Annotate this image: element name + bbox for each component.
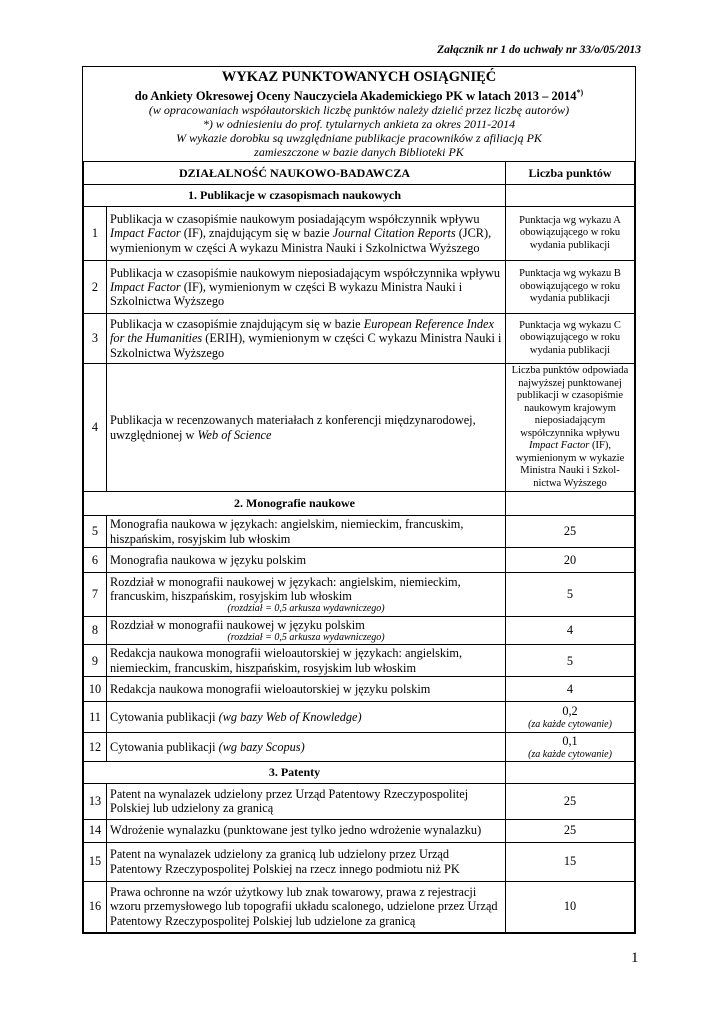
row-number: 4 <box>84 364 107 492</box>
row-description: Prawa ochronne na wzór użytkowy lub znak towarowy, prawa z rejestracji wzoru przemysłowego lub topografii układu scalonego, udzielone przez Urząd Patentowy Rzeczypospolitej Polskiej lub udzielone za granicą <box>107 881 506 932</box>
note-affiliation: W wykazie dorobku są uwzględniane publikacje pracowników z afiliacją PK <box>176 131 542 146</box>
row-description: Monografia naukowa w językach: angielskim, niemieckim, francuskim, hiszpańskim, rosyjskim lub włoskim <box>107 516 506 548</box>
row-description: Publikacja w czasopiśmie znajdującym się w bazie European Reference Index for the Humanities (ERIH), wymienionym w części C wykazu Ministra Nauki i Szkolnictwa Wyższego <box>107 314 506 364</box>
empty-cell <box>506 185 635 207</box>
row-description: Monografia naukowa w języku polskim <box>107 547 506 572</box>
row-points: 25 <box>506 516 635 548</box>
table-row <box>84 733 635 761</box>
table-row <box>84 516 635 548</box>
row-note: (rozdział = 0,5 arkusza wydawniczego) <box>227 603 385 615</box>
table-row <box>84 645 635 677</box>
table-row <box>84 364 635 492</box>
row-number: 11 <box>84 702 107 733</box>
row-description: Rozdział w monografii naukowej w języku polskim (rozdział = 0,5 arkusza wydawniczego) <box>107 616 506 644</box>
row-number: 6 <box>84 547 107 572</box>
form-header <box>83 67 635 161</box>
row-number: 13 <box>84 783 107 819</box>
row-description: Rozdział w monografii naukowej w językach: angielskim, niemieckim, francuskim, hiszpańskim, rosyjskim lub włoskim (rozdział = 0,5 arkusza wydawniczego) <box>107 572 506 616</box>
table-row <box>84 616 635 644</box>
row-number: 7 <box>84 572 107 616</box>
table-row <box>84 881 635 932</box>
row-points: 0,1 (za każde cytowanie) <box>506 733 635 761</box>
row-points: 15 <box>506 842 635 881</box>
row-description: Patent na wynalazek udzielony za granicą lub udzielony przez Urząd Patentowy Rzeczypospolitej Polskiej na rzecz innego podmiotu niż PK <box>107 842 506 881</box>
row-points: 20 <box>506 547 635 572</box>
row-points: 25 <box>506 783 635 819</box>
row-points: 10 <box>506 881 635 932</box>
row-number: 9 <box>84 645 107 677</box>
section-row <box>84 761 635 783</box>
row-number: 10 <box>84 677 107 702</box>
row-number: 3 <box>84 314 107 364</box>
row-number: 5 <box>84 516 107 548</box>
column-header-points: Liczba punktów <box>506 162 635 185</box>
row-number: 12 <box>84 733 107 761</box>
form-subtitle: do Ankiety Okresowej Oceny Nauczyciela Akademickiego PK w latach 2013 – 2014*) <box>134 88 584 104</box>
row-number: 8 <box>84 616 107 644</box>
table-row <box>84 677 635 702</box>
row-points: 5 <box>506 572 635 616</box>
row-description: Wdrożenie wynalazku (punktowane jest tylko jedno wdrożenie wynalazku) <box>107 819 506 842</box>
empty-cell <box>506 761 635 783</box>
row-description: Cytowania publikacji (wg bazy Scopus) <box>107 733 506 761</box>
table-row <box>84 547 635 572</box>
section-row <box>84 492 635 516</box>
section-row <box>84 185 635 207</box>
row-points: Punktacja wg wykazu C obowiązującego w roku wydania publikacji <box>506 314 635 364</box>
table-header-row <box>84 162 635 185</box>
row-points: Punktacja wg wykazu A obowiązującego w roku wydania publikacji <box>506 207 635 261</box>
section-title-monographs: 2. Monografie naukowe <box>84 492 506 516</box>
table-row <box>84 261 635 314</box>
table-row <box>84 783 635 819</box>
row-number: 2 <box>84 261 107 314</box>
table-row <box>84 702 635 733</box>
empty-cell <box>506 492 635 516</box>
table-row <box>84 314 635 364</box>
table-row <box>84 572 635 616</box>
row-points: 0,2 (za każde cytowanie) <box>506 702 635 733</box>
attachment-label: Załącznik nr 1 do uchwały nr 33/o/05/2013 <box>437 44 641 56</box>
row-number: 15 <box>84 842 107 881</box>
note-coauthors: (w opracowaniach współautorskich liczbę punktów należy dzielić przez liczbę autorów) <box>148 103 570 118</box>
row-description: Publikacja w recenzowanych materiałach z konferencji międzynarodowej, uwzględnionej w Web of Science <box>107 364 506 492</box>
section-title-patents: 3. Patenty <box>84 761 506 783</box>
row-points: Punktacja wg wykazu B obowiązującego w roku wydania publikacji <box>506 261 635 314</box>
row-points: 4 <box>506 616 635 644</box>
row-description: Patent na wynalazek udzielony przez Urząd Patentowy Rzeczypospolitej Polskiej lub udzielony za granicą <box>107 783 506 819</box>
column-header-activity: DZIAŁALNOŚĆ NAUKOWO-BADAWCZA <box>84 162 506 185</box>
row-description: Redakcja naukowa monografii wieloautorskiej w języku polskim <box>107 677 506 702</box>
row-description: Publikacja w czasopiśmie naukowym posiadającym współczynnik wpływu Impact Factor (IF), znajdującym się w bazie Journal Citation Reports (JCR), wymienionym w części A wykazu Ministra Nauki i Szkolnictwa Wyższego <box>107 207 506 261</box>
row-points: Liczba punktów odpowiada najwyższej punktowanej publikacji w czasopiśmie naukowym krajowym nieposiadającym współczynnika wpływu Impact Factor (IF), wymienionym w wykazie Ministra Nauki i Szkol-nictwa Wyższego <box>506 364 635 492</box>
row-points: 25 <box>506 819 635 842</box>
row-note: (rozdział = 0,5 arkusza wydawniczego) <box>227 632 385 644</box>
row-description: Cytowania publikacji (wg bazy Web of Knowledge) <box>107 702 506 733</box>
form-title: WYKAZ PUNKTOWANYCH OSIĄGNIĘĆ <box>221 69 497 85</box>
row-number: 1 <box>84 207 107 261</box>
row-number: 16 <box>84 881 107 932</box>
note-professors: *) w odniesieniu do prof. tytularnych ankieta za okres 2011-2014 <box>202 117 516 132</box>
row-points: 4 <box>506 677 635 702</box>
achievements-form <box>82 66 636 934</box>
page-number: 1 <box>631 950 639 966</box>
row-points: 5 <box>506 645 635 677</box>
row-description: Publikacja w czasopiśmie naukowym nieposiadającym współczynnika wpływu Impact Factor (IF), wymienionym w części B wykazu Ministra Nauki i Szkolnictwa Wyższego <box>107 261 506 314</box>
table-row <box>84 207 635 261</box>
note-library: zamieszczone w bazie danych Biblioteki PK <box>254 145 464 160</box>
section-title-publications: 1. Publikacje w czasopismach naukowych <box>84 185 506 207</box>
row-description: Redakcja naukowa monografii wieloautorskiej w językach: angielskim, niemieckim, francuskim, hiszpańskim, rosyjskim lub włoskim <box>107 645 506 677</box>
row-number: 14 <box>84 819 107 842</box>
points-table <box>83 161 635 932</box>
table-row <box>84 819 635 842</box>
table-row <box>84 842 635 881</box>
